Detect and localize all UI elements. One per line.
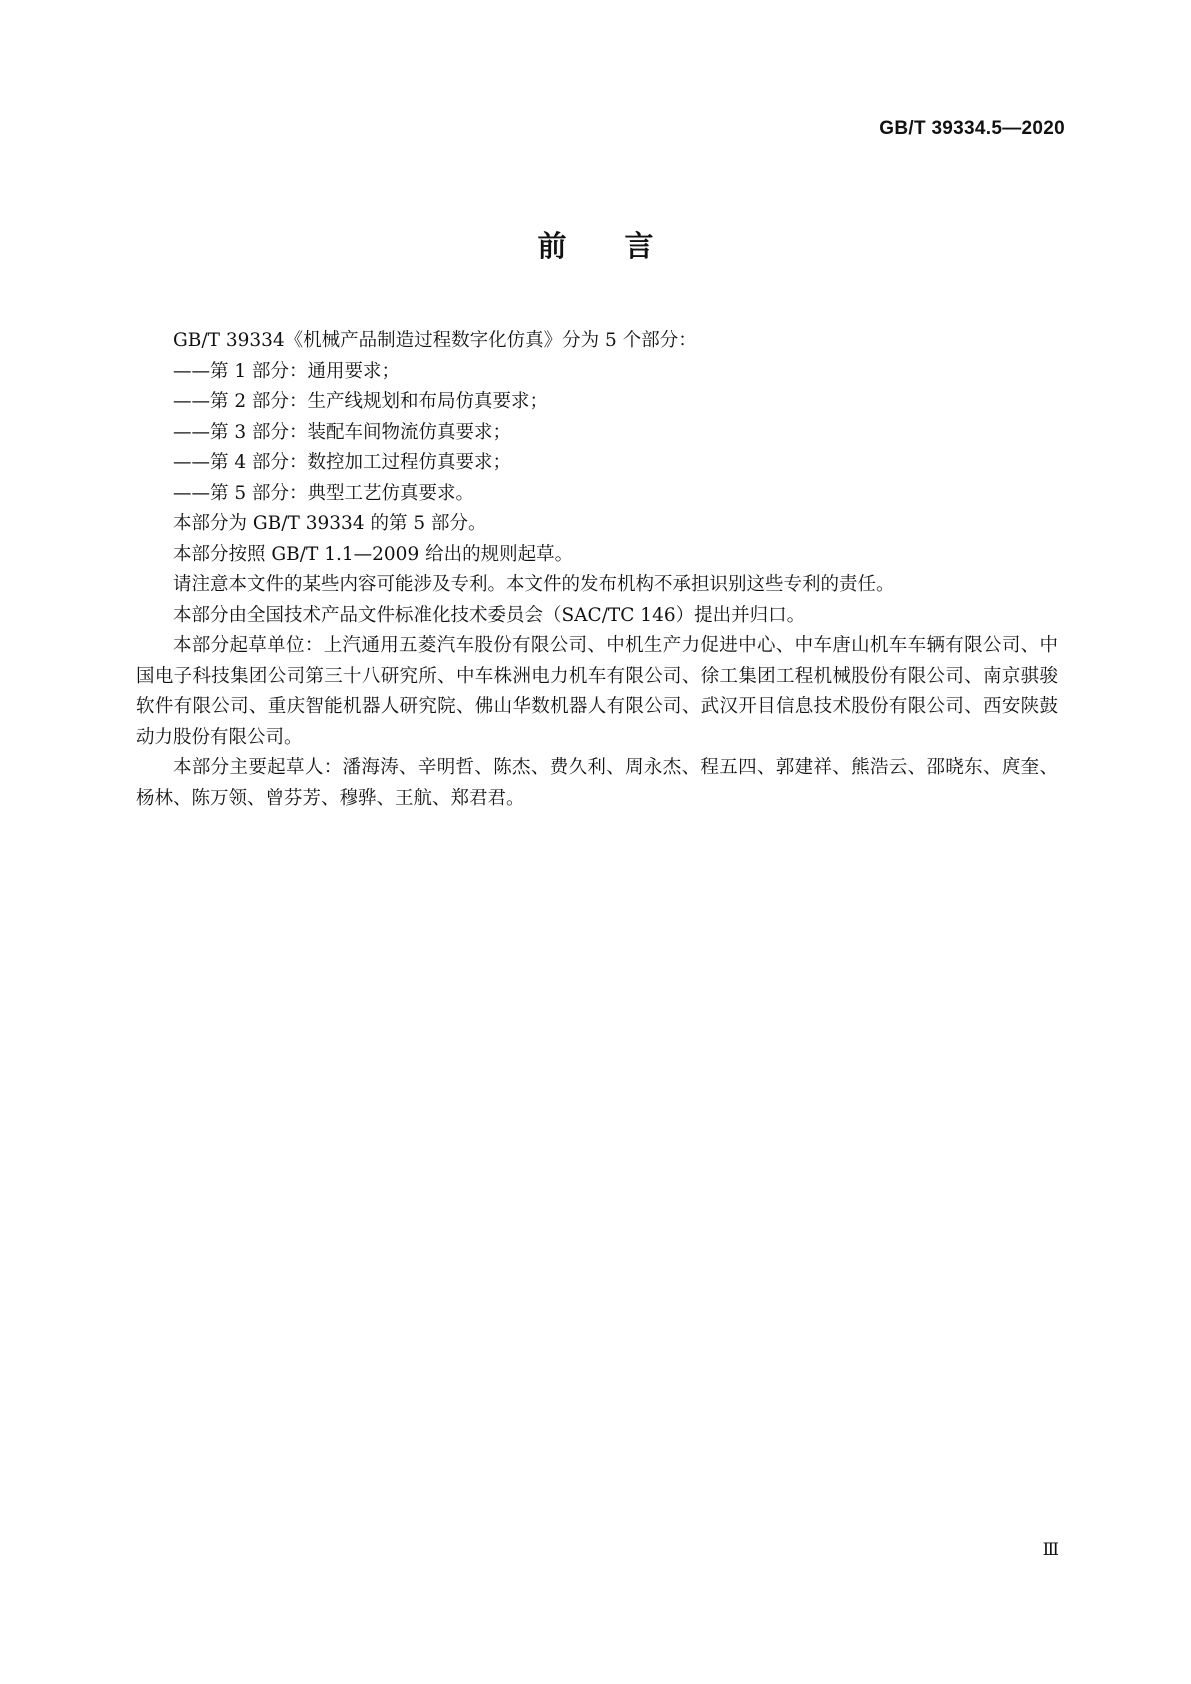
list-item-part-1: ——第 1 部分：通用要求； [173, 360, 401, 382]
foreword-body [136, 326, 1058, 814]
paragraph-series-intro: GB/T 39334《机械产品制造过程数字化仿真》分为 5 个部分： [173, 330, 697, 351]
list-item-part-3: ——第 3 部分：装配车间物流仿真要求； [173, 421, 512, 443]
list-item-part-2: ——第 2 部分：生产线规划和布局仿真要求； [173, 391, 549, 412]
list-item-part-4: ——第 4 部分：数控加工过程仿真要求； [173, 452, 512, 473]
paragraph-part-statement: 本部分为 GB/T 39334 的第 5 部分。 [173, 513, 487, 534]
list-item-part-5: ——第 5 部分：典型工艺仿真要求。 [173, 482, 475, 504]
paragraph-drafters: 本部分主要起草人：潘海涛、辛明哲、陈杰、费久利、周永杰、程五四、郭建祥、熊浩云、邵晓东、庹奎、杨林、陈万领、曾芬芳、穆骅、王航、郑君君。 [136, 757, 1058, 809]
paragraph-patent-notice: 请注意本文件的某些内容可能涉及专利。本文件的发布机构不承担识别这些专利的责任。 [173, 574, 895, 595]
paragraph-drafting-units: 本部分起草单位：上汽通用五菱汽车股份有限公司、中机生产力促进中心、中车唐山机车车辆有限公司、中国电子科技集团公司第三十八研究所、中车株洲电力机车有限公司、徐工集团工程机械股份有限公司、南京骐骏软件有限公司、重庆智能机器人研究院、佛山华数机器人有限公司、武汉开目信息技术股份有限公司、西安陕鼓动力股份有限公司。 [136, 635, 1058, 748]
paragraph-drafting-rules: 本部分按照 GB/T 1.1—2009 给出的规则起草。 [173, 543, 574, 565]
paragraph-proposer: 本部分由全国技术产品文件标准化技术委员会（SAC/TC 146）提出并归口。 [173, 604, 806, 626]
standard-number: GB/T 39334.5—2020 [879, 118, 1065, 139]
page-number: Ⅲ [1042, 1540, 1059, 1559]
page-title: 前言 [537, 229, 712, 263]
